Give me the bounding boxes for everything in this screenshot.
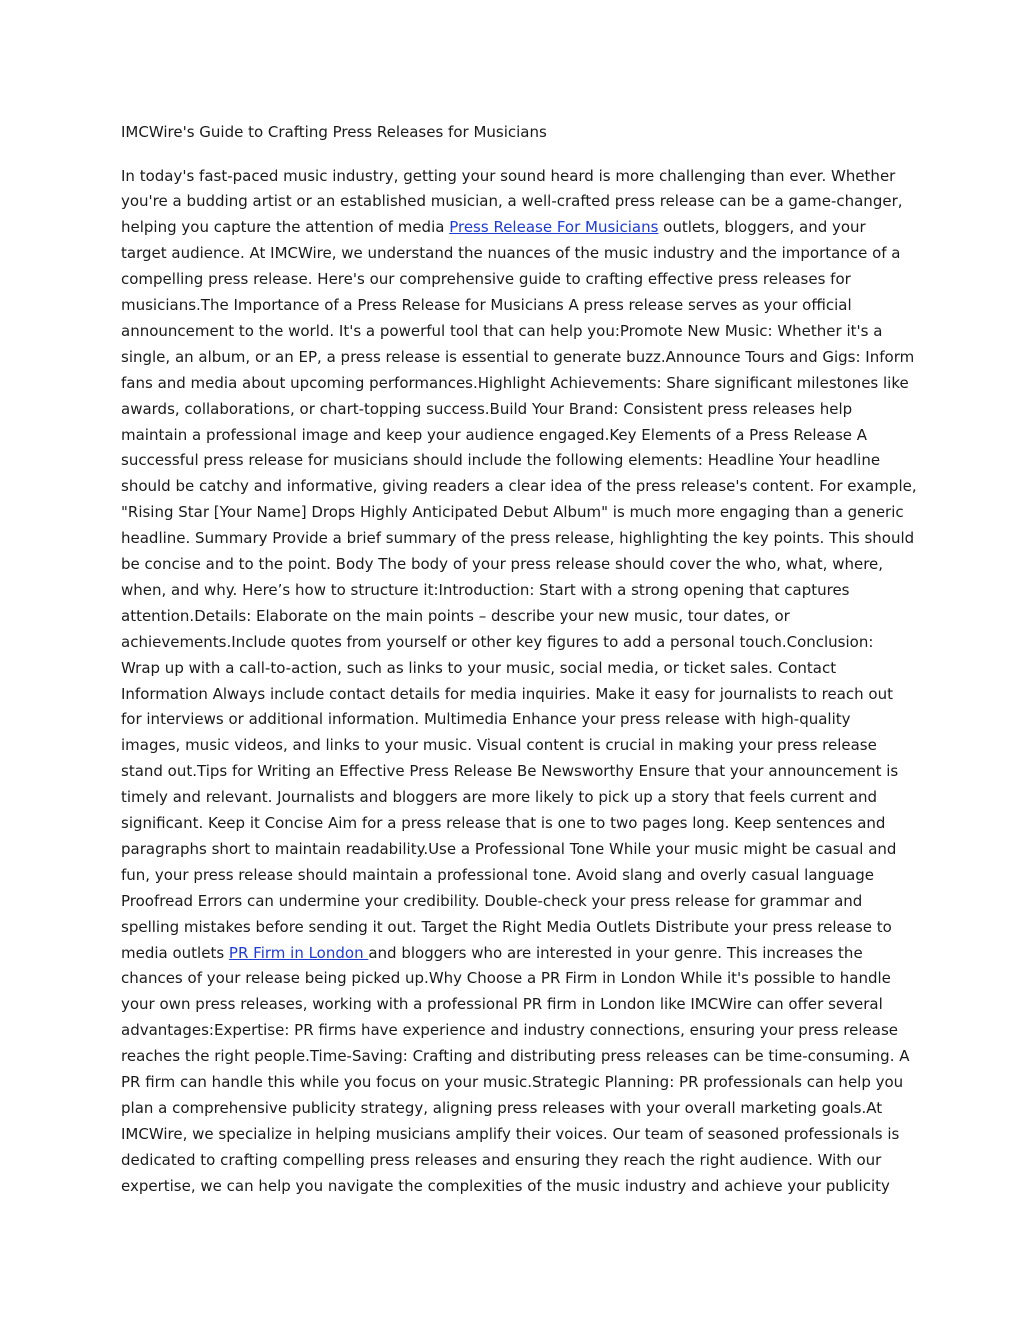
body-text-segment: timely and relevant. Journalists and bloggers are more likely to pick up a story that feels current and xyxy=(121,788,877,807)
body-text-segment: attention.Details: Elaborate on the main points – describe your new music, tour dates, or xyxy=(121,606,790,625)
body-text-segment: be concise and to the point. Body The body of your press release should cover the who, what, where, xyxy=(121,555,884,573)
body-line xyxy=(121,526,914,552)
body-text-segment: media outlets xyxy=(121,943,229,962)
body-text-segment: PR firm can handle this while you focus on your music.Strategic Planning: PR professionals can help you xyxy=(121,1073,904,1091)
body-line xyxy=(121,915,892,941)
body-text-segment: significant. Keep it Concise Aim for a press release that is one to two pages long. Keep sentences and xyxy=(121,814,886,832)
body-line xyxy=(121,293,852,319)
body-text-segment: target audience. At IMCWire, we understand the nuances of the music industry and the importance of a xyxy=(121,244,901,263)
body-text-segment: achievements.Include quotes from yourself or other key figures to add a personal touch.Conclusion: xyxy=(121,632,874,651)
body-text-segment: awards, collaborations, or chart-topping success.Build Your Brand: Consistent press releases help xyxy=(121,399,853,418)
body-line xyxy=(121,811,885,837)
body-line xyxy=(121,474,917,500)
body-text-segment: reaches the right people.Time-Saving: Crafting and distributing press releases can be time-consuming. A xyxy=(121,1047,910,1066)
body-text-segment: should be catchy and informative, giving readers a clear idea of the press release's content. For example, xyxy=(121,477,917,496)
body-line xyxy=(121,448,880,474)
body-line xyxy=(121,345,914,371)
body-text-segment: chances of your release being picked up.Why Choose a PR Firm in London While it's possible to handle xyxy=(121,969,891,988)
body-line xyxy=(121,423,867,449)
body-text-segment: maintain a professional image and keep your audience engaged.Key Elements of a Press Release A xyxy=(121,425,868,444)
body-line xyxy=(121,578,849,604)
body-text-segment: outlets, bloggers, and your xyxy=(658,218,866,237)
body-text-segment: you're a budding artist or an established musician, a well-crafted press release can be a game-changer, xyxy=(121,192,903,211)
body-text-segment: successful press release for musicians should include the following elements: Headline Your headline xyxy=(121,451,881,470)
body-text-segment: spelling mistakes before sending it out. Target the Right Media Outlets Distribute your press release to xyxy=(121,917,892,936)
body-text-segment: and bloggers who are interested in your genre. This increases the xyxy=(368,943,863,962)
body-line xyxy=(121,604,790,630)
body-text-segment: when, and why. Here’s how to structure it:Introduction: Start with a strong opening that captures xyxy=(121,580,850,599)
body-line xyxy=(121,759,898,785)
body-text-segment: headline. Summary Provide a brief summary of the press release, highlighting the key points. This should xyxy=(121,529,915,548)
body-line xyxy=(121,733,877,759)
body-line xyxy=(121,1174,890,1200)
body-text-segment: fun, your press release should maintain a professional tone. Avoid slang and overly casual language xyxy=(121,865,875,884)
body-line xyxy=(121,682,893,708)
body-text-segment: IMCWire, we specialize in helping musicians amplify their voices. Our team of seasoned professionals is xyxy=(121,1124,900,1143)
body-text-segment: compelling press release. Here's our comprehensive guide to crafting effective press releases for xyxy=(121,270,851,289)
body-text-segment: Information Always include contact details for media inquiries. Make it easy for journalists to reach out xyxy=(121,684,893,703)
body-line xyxy=(121,630,873,656)
body-line xyxy=(121,371,909,397)
body-line xyxy=(121,837,896,863)
body-text-segment: helping you capture the attention of media xyxy=(121,218,450,237)
body-line xyxy=(121,1044,910,1070)
body-text-segment: your own press releases, working with a professional PR firm in London like IMCWire can offer several xyxy=(121,995,883,1014)
body-line xyxy=(121,1096,882,1122)
body-text-segment: images, music videos, and links to your music. Visual content is crucial in making your press release xyxy=(121,736,877,755)
body-line xyxy=(121,941,863,967)
body-line xyxy=(121,267,851,293)
body-line xyxy=(121,992,883,1018)
body-text-segment: paragraphs short to maintain readability.Use a Professional Tone While your music might be casual and xyxy=(121,839,897,858)
body-line xyxy=(121,1070,903,1096)
body-line xyxy=(121,319,882,345)
body-line xyxy=(121,889,862,915)
body-line xyxy=(121,656,836,682)
body-line xyxy=(121,785,877,811)
body-text-segment: musicians.The Importance of a Press Release for Musicians A press release serves as your official xyxy=(121,296,852,314)
body-text-segment: stand out.Tips for Writing an Effective Press Release Be Newsworthy Ensure that your announcement is xyxy=(121,762,899,781)
body-line xyxy=(121,241,901,267)
body-text-segment: Proofread Errors can undermine your credibility. Double-check your press release for grammar and xyxy=(121,891,863,910)
body-line xyxy=(121,215,866,241)
body-text-segment: dedicated to crafting compelling press releases and ensuring they reach the right audience. With our xyxy=(121,1150,882,1169)
body-text-segment: Wrap up with a call-to-action, such as links to your music, social media, or ticket sales. Contact xyxy=(121,658,837,677)
body-line xyxy=(121,164,895,190)
body-line xyxy=(121,966,891,992)
body-line xyxy=(121,552,883,578)
body-text-segment: announcement to the world. It's a powerful tool that can help you:Promote New Music: Whether it's a xyxy=(121,321,883,340)
inline-link[interactable]: Press Release For Musicians xyxy=(449,218,659,237)
body-line xyxy=(121,397,852,423)
document-title: IMCWire's Guide to Crafting Press Releases for Musicians xyxy=(121,123,547,141)
body-line xyxy=(121,863,874,889)
inline-link[interactable]: PR Firm in London xyxy=(228,943,369,962)
body-text-segment: single, an album, or an EP, a press release is essential to generate buzz.Announce Tours and Gigs: Inform xyxy=(121,347,915,366)
body-line xyxy=(121,1148,881,1174)
body-line xyxy=(121,1018,898,1044)
body-text-segment: plan a comprehensive publicity strategy, aligning press releases with your overall marketing goals.At xyxy=(121,1098,883,1117)
body-text-segment: for interviews or additional information. Multimedia Enhance your press release with high-quality xyxy=(121,710,851,729)
body-text-segment: advantages:Expertise: PR firms have experience and industry connections, ensuring your press release xyxy=(121,1021,898,1040)
body-text-segment: fans and media about upcoming performances.Highlight Achievements: Share significant milestones like xyxy=(121,373,909,392)
body-line xyxy=(121,1122,899,1148)
body-text-segment: expertise, we can help you navigate the complexities of the music industry and achieve your publicity xyxy=(121,1176,890,1195)
body-text-segment: "Rising Star [Your Name] Drops Highly Anticipated Debut Album" is much more engaging than a generic xyxy=(121,503,904,522)
body-line xyxy=(121,500,904,526)
body-text-segment: In today's fast-paced music industry, getting your sound heard is more challenging than ever. Whether xyxy=(121,166,896,185)
body-line xyxy=(121,189,903,215)
body-line xyxy=(121,707,851,733)
